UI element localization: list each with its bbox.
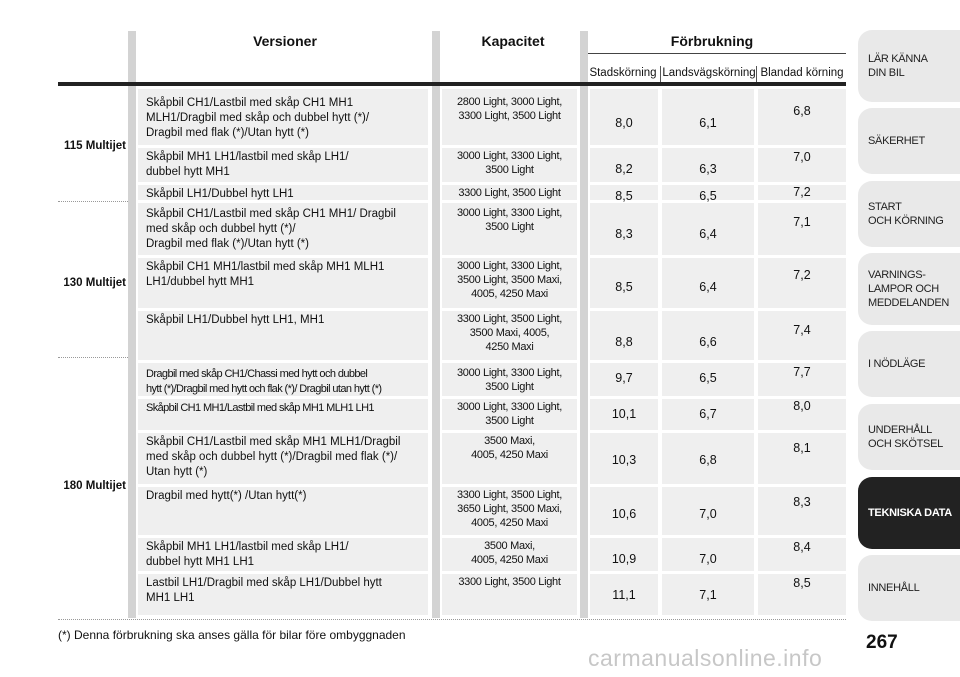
- nav-tab-label: [868, 52, 928, 80]
- highway-value: 7,1: [699, 588, 717, 602]
- combined-value: 7,2: [793, 185, 811, 199]
- nav-tab-line: START: [868, 201, 902, 213]
- nav-tab[interactable]: [858, 404, 960, 470]
- row-separator: [590, 360, 846, 363]
- capacity-line: 4250 Maxi: [485, 341, 534, 353]
- version-line: Skåpbil LH1/Dubbel hytt LH1, MH1: [146, 314, 325, 326]
- row-separator: [138, 255, 428, 258]
- capacity-line: 3000 Light, 3300 Light,: [456, 260, 563, 272]
- stripe-capacity-top: [432, 31, 440, 82]
- highway-value: 6,4: [699, 227, 717, 241]
- combined-value: 7,1: [793, 215, 811, 229]
- engine-label: 115 Multijet: [64, 140, 126, 152]
- row-separator: [590, 484, 846, 487]
- capacity-line: 3650 Light, 3500 Maxi,: [457, 503, 562, 515]
- stripe-capacity: [432, 86, 440, 618]
- version-line: Dragbil med flak (*)/Utan hytt (*): [146, 127, 309, 139]
- version-text: [146, 187, 428, 202]
- engine-label: 130 Multijet: [63, 277, 126, 289]
- row-separator: [138, 308, 428, 311]
- version-line: Dragbil med flak (*)/Utan hytt (*): [146, 238, 309, 250]
- version-text: [146, 401, 428, 416]
- nav-tab-line: OCH SKÖTSEL: [868, 438, 943, 450]
- header-consumption: Förbrukning: [670, 33, 754, 49]
- engine-label: 180 Multijet: [63, 480, 126, 492]
- nav-tab[interactable]: [858, 331, 960, 397]
- nav-tab[interactable]: [858, 181, 960, 247]
- subheader-divider: [756, 66, 757, 82]
- row-separator: [138, 484, 428, 487]
- combined-value: 7,4: [793, 323, 811, 337]
- capacity-line: 3500 Maxi,: [484, 540, 535, 552]
- capacity-line: 3300 Light, 3500 Light: [458, 110, 561, 122]
- capacity-line: 3500 Light, 3500 Maxi,: [457, 274, 562, 286]
- row-separator: [138, 360, 428, 363]
- version-line: Dragbil med hytt(*) /Utan hytt(*): [146, 490, 307, 502]
- version-line: Dragbil med skåp CH1/Chassi med hytt och dubbel: [146, 368, 368, 380]
- nav-tab-line: TEKNISKA DATA: [868, 507, 952, 519]
- capacity-line: 3500 Maxi,: [484, 435, 535, 447]
- version-line: dubbel hytt MH1: [146, 166, 230, 178]
- version-line: Utan hytt (*): [146, 466, 208, 478]
- header-city: Stadskörning: [589, 67, 657, 79]
- version-line: MH1 LH1: [146, 592, 195, 604]
- row-separator: [590, 430, 846, 433]
- stripe-versions-top: [128, 31, 136, 82]
- version-line: med skåp och dubbel hytt (*)/Dragbil med flak (*)/: [146, 451, 398, 463]
- version-line: Skåpbil CH1/Lastbil med skåp CH1 MH1/ Dragbil: [146, 208, 396, 220]
- capacity-line: 4005, 4250 Maxi: [471, 288, 548, 300]
- version-line: Skåpbil CH1 MH1/Lastbil med skåp MH1 MLH1 LH1: [146, 402, 374, 414]
- version-text: [146, 576, 428, 606]
- capacity-text: [442, 95, 577, 123]
- capacity-line: 3500 Light: [485, 381, 534, 393]
- row-separator: [442, 396, 577, 399]
- group-separator: [58, 357, 128, 358]
- header-consumption-rule: [588, 53, 846, 54]
- nav-tab-label: [868, 423, 943, 451]
- version-line: Skåpbil CH1/Lastbil med skåp CH1 MH1: [146, 97, 354, 109]
- highway-value: 6,5: [699, 189, 717, 203]
- version-line: MLH1/Dragbil med skåp och dubbel hytt (*)/: [146, 112, 370, 124]
- header-highway: Landsvägskörning: [662, 67, 756, 79]
- row-separator: [442, 308, 577, 311]
- capacity-text: [442, 206, 577, 234]
- city-value: 8,3: [615, 227, 633, 241]
- nav-tab-line: LAMPOR OCH: [868, 283, 939, 295]
- city-value: 10,1: [611, 407, 637, 421]
- city-value: 10,9: [611, 552, 637, 566]
- capacity-text: [442, 186, 577, 200]
- stripe-consumption-top: [580, 31, 588, 82]
- nav-tab[interactable]: [858, 253, 960, 325]
- row-separator: [138, 430, 428, 433]
- footnote: (*) Denna förbrukning ska anses gälla för bilar före ombyggnaden: [58, 628, 406, 642]
- subheader-divider: [660, 66, 661, 82]
- version-line: Skåpbil MH1 LH1/lastbil med skåp LH1/: [146, 151, 349, 163]
- city-value: 9,7: [615, 371, 633, 385]
- highway-value: 6,3: [699, 162, 717, 176]
- row-separator: [138, 571, 428, 574]
- city-value: 11,1: [612, 588, 636, 602]
- highway-value: 6,1: [699, 116, 717, 130]
- nav-tab-label: [868, 268, 949, 310]
- nav-tab-line: LÄR KÄNNA: [868, 53, 928, 65]
- nav-tab-line: I NÖDLÄGE: [868, 358, 926, 370]
- row-separator: [442, 182, 577, 185]
- version-text: [146, 435, 428, 480]
- capacity-text: [442, 366, 577, 394]
- header-combined: Blandad körning: [760, 67, 844, 79]
- nav-tab-label: [868, 357, 925, 371]
- version-text: [146, 207, 428, 252]
- row-separator: [138, 145, 428, 148]
- row-separator: [590, 145, 846, 148]
- combined-value: 8,0: [793, 399, 811, 413]
- capacity-line: 4005, 4250 Maxi: [471, 517, 548, 529]
- capacity-line: 3000 Light, 3300 Light,: [456, 207, 563, 219]
- capacity-line: 3500 Light: [485, 164, 534, 176]
- capacity-text: [442, 488, 577, 530]
- version-text: [146, 96, 428, 141]
- capacity-line: 3500 Light: [485, 415, 534, 427]
- version-line: Skåpbil MH1 LH1/lastbil med skåp LH1/: [146, 541, 349, 553]
- combined-value: 7,0: [793, 150, 811, 164]
- combined-value: 7,7: [793, 365, 811, 379]
- row-separator: [442, 571, 577, 574]
- capacity-line: 3300 Light, 3500 Light,: [456, 313, 563, 325]
- capacity-text: [442, 149, 577, 177]
- city-value: 8,2: [615, 162, 633, 176]
- nav-tab[interactable]: [858, 555, 960, 621]
- highway-value: 7,0: [699, 507, 717, 521]
- capacity-line: 3500 Maxi, 4005,: [469, 327, 550, 339]
- nav-tab-line: UNDERHÅLL: [868, 424, 932, 436]
- stripe-versions: [128, 86, 136, 618]
- capacity-line: 3500 Light: [485, 221, 534, 233]
- version-text: [146, 489, 428, 504]
- capacity-line: 3300 Light, 3500 Light: [458, 187, 561, 199]
- city-value: 10,3: [611, 453, 637, 467]
- version-text: [146, 540, 428, 570]
- row-separator: [590, 308, 846, 311]
- capacity-line: 3000 Light, 3300 Light,: [456, 150, 563, 162]
- watermark: carmanualsonline.info: [588, 645, 823, 671]
- highway-value: 6,6: [699, 335, 717, 349]
- capacity-line: 3300 Light, 3500 Light,: [456, 489, 563, 501]
- nav-tab-line: DIN BIL: [868, 67, 905, 79]
- nav-tab-line: MEDDELANDEN: [868, 297, 950, 309]
- nav-tab-line: OCH KÖRNING: [868, 215, 944, 227]
- capacity-text: [442, 312, 577, 354]
- highway-value: 6,4: [699, 280, 717, 294]
- nav-tab-label: [868, 200, 944, 228]
- row-separator: [442, 484, 577, 487]
- version-line: LH1/dubbel hytt MH1: [146, 276, 255, 288]
- city-value: 8,5: [615, 189, 633, 203]
- page-number: 267: [866, 632, 898, 653]
- city-value: 8,5: [615, 280, 633, 294]
- row-separator: [590, 535, 846, 538]
- capacity-text: [442, 575, 577, 589]
- row-separator: [138, 182, 428, 185]
- nav-tab[interactable]: [858, 108, 960, 174]
- row-separator: [442, 145, 577, 148]
- highway-value: 6,7: [699, 407, 717, 421]
- nav-tab-label: [868, 581, 919, 595]
- capacity-text: [442, 434, 577, 462]
- version-line: Skåpbil LH1/Dubbel hytt LH1: [146, 188, 294, 200]
- capacity-line: 2800 Light, 3000 Light,: [456, 96, 563, 108]
- row-separator: [442, 430, 577, 433]
- combined-value: 6,8: [793, 104, 811, 118]
- version-text: [146, 150, 428, 180]
- capacity-line: 3000 Light, 3300 Light,: [456, 401, 563, 413]
- version-line: dubbel hytt MH1 LH1: [146, 556, 255, 568]
- highway-value: 6,8: [699, 453, 717, 467]
- capacity-text: [442, 400, 577, 428]
- row-separator: [442, 535, 577, 538]
- nav-tab[interactable]: [858, 30, 960, 102]
- version-line: Skåpbil CH1/Lastbil med skåp MH1 MLH1/Dragbil: [146, 436, 401, 448]
- row-separator: [590, 571, 846, 574]
- version-line: Skåpbil CH1 MH1/lastbil med skåp MH1 MLH1: [146, 261, 385, 273]
- header-capacity: Kapacitet: [481, 33, 545, 49]
- header-versions: Versioner: [253, 33, 317, 49]
- nav-tab[interactable]: [858, 477, 960, 549]
- row-separator: [442, 200, 577, 203]
- capacity-text: [442, 259, 577, 301]
- stripe-consumption: [580, 86, 588, 618]
- combined-value: 8,4: [793, 540, 811, 554]
- city-value: 8,8: [615, 335, 633, 349]
- combined-value: 8,1: [793, 441, 811, 455]
- highway-value: 6,5: [699, 371, 717, 385]
- version-line: Lastbil LH1/Dragbil med skåp LH1/Dubbel hytt: [146, 577, 382, 589]
- nav-tab-line: SÄKERHET: [868, 135, 925, 147]
- combined-value: 7,2: [793, 268, 811, 282]
- nav-tab-line: INNEHÅLL: [868, 582, 920, 594]
- highway-value: 7,0: [699, 552, 717, 566]
- capacity-text: [442, 539, 577, 567]
- nav-tab-label: [868, 506, 952, 520]
- row-separator: [442, 255, 577, 258]
- city-value: 10,6: [611, 507, 637, 521]
- capacity-line: 3000 Light, 3300 Light,: [456, 367, 563, 379]
- combined-value: 8,5: [793, 576, 811, 590]
- version-text: [146, 260, 428, 290]
- capacity-line: 3300 Light, 3500 Light: [458, 576, 561, 588]
- version-line: hytt (*)/Dragbil med hytt och flak (*)/ Dragbil utan hytt (*): [146, 383, 382, 395]
- capacity-line: 4005, 4250 Maxi: [471, 449, 548, 461]
- row-separator: [138, 535, 428, 538]
- city-value: 8,0: [615, 116, 633, 130]
- version-text: [146, 367, 428, 397]
- capacity-line: 4005, 4250 Maxi: [471, 554, 548, 566]
- table-bottom-rule: [58, 619, 846, 620]
- version-line: med skåp och dubbel hytt (*)/: [146, 223, 296, 235]
- row-separator: [442, 360, 577, 363]
- nav-tab-label: [868, 134, 925, 148]
- nav-tab-line: VARNINGS-: [868, 269, 926, 281]
- version-text: [146, 313, 428, 328]
- header-thick-rule: [58, 82, 846, 86]
- combined-value: 8,3: [793, 495, 811, 509]
- group-separator: [58, 201, 128, 202]
- row-separator: [590, 255, 846, 258]
